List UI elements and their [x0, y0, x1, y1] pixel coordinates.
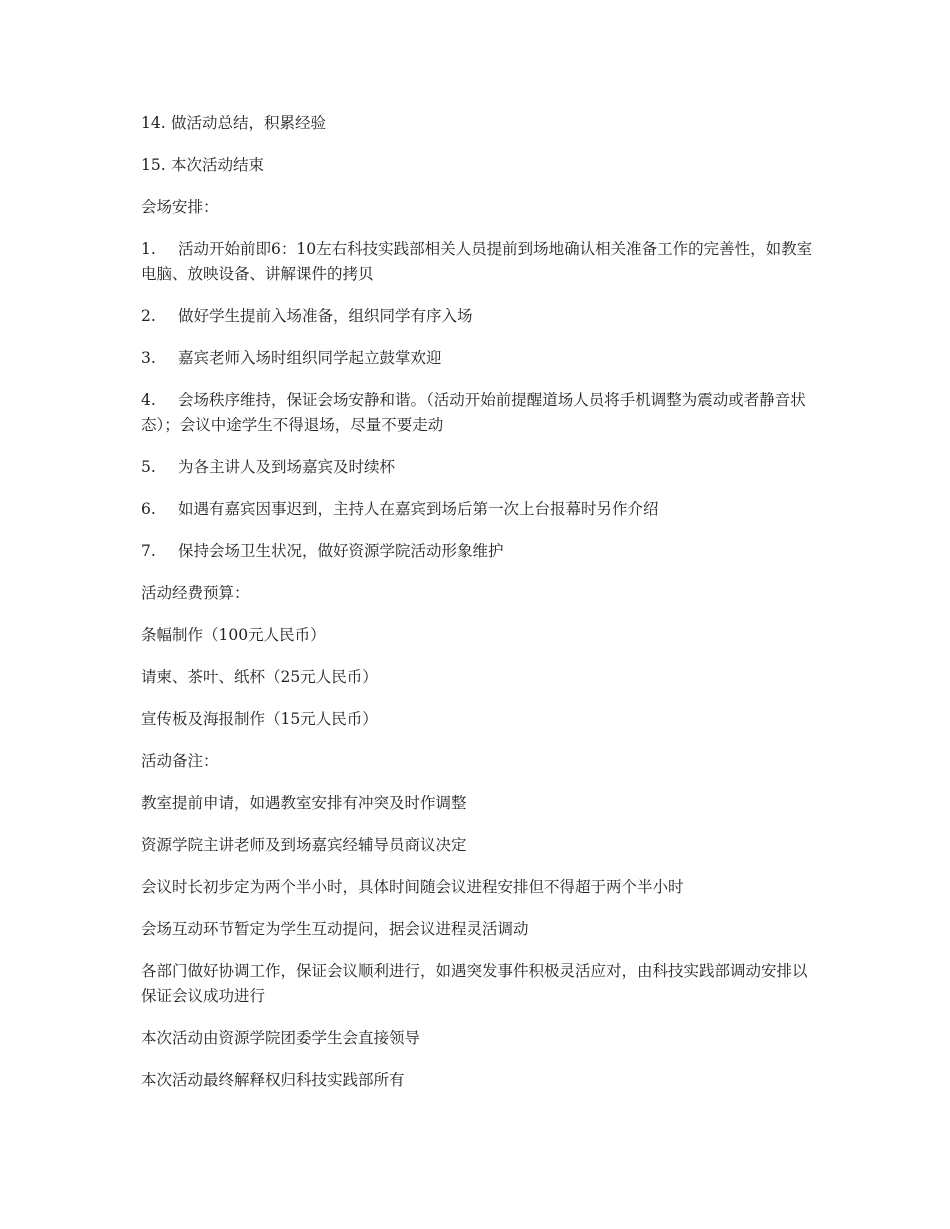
note-item-classroom: 教室提前申请，如遇教室安排有冲突及时作调整 [141, 794, 467, 812]
paragraph-number: 1. [141, 240, 156, 258]
paragraph-text: 如遇有嘉宾因事迟到，主持人在嘉宾到场后第一次上台报幕时另作介绍 [178, 500, 659, 518]
paragraph-text: 做活动总结，积累经验 [171, 114, 327, 132]
paragraph-text: 本次活动结束 [171, 156, 265, 174]
budget-item-posters: 宣传板及海报制作（15元人民币） [141, 710, 378, 728]
note-item-interpretation: 本次活动最终解释权归科技实践部所有 [141, 1071, 405, 1089]
budget-item-invitations: 请柬、茶叶、纸杯（25元人民币） [141, 668, 378, 686]
paragraph-step-15 [141, 153, 813, 178]
venue-item-4 [141, 388, 813, 438]
note-item-leadership: 本次活动由资源学院团委学生会直接领导 [141, 1029, 421, 1047]
paragraph-text: 会场秩序维持，保证会场安静和谐。（活动开始前提醒道场人员将手机调整为震动或者静音状态）；会议中途学生不得退场，尽量不要走动 [141, 391, 806, 434]
paragraph-number: 6. [141, 500, 156, 518]
section-heading-notes: 活动备注： [141, 752, 219, 770]
note-item-coordination: 各部门做好协调工作，保证会议顺利进行，如遇突发事件积极灵活应对，由科技实践部调动安排以保证会议成功进行 [141, 962, 808, 1005]
venue-item-2 [141, 304, 813, 329]
paragraph-number: 7. [141, 542, 156, 560]
paragraph-number: 5. [141, 458, 156, 476]
paragraph-number: 4. [141, 391, 156, 409]
note-item-duration: 会议时长初步定为两个半小时，具体时间随会议进程安排但不得超于两个半小时 [141, 878, 684, 896]
paragraph-number: 14. [141, 114, 166, 132]
paragraph-text: 为各主讲人及到场嘉宾及时续杯 [178, 458, 396, 476]
note-item-interaction: 会场互动环节暂定为学生互动提问，据会议进程灵活调动 [141, 920, 529, 938]
venue-item-1 [141, 237, 813, 287]
paragraph-text: 嘉宾老师入场时组织同学起立鼓掌欢迎 [178, 349, 442, 367]
paragraph-number: 3. [141, 349, 156, 367]
section-heading-venue: 会场安排： [141, 198, 219, 216]
venue-item-6 [141, 497, 813, 522]
paragraph-number: 2. [141, 307, 156, 325]
paragraph-text: 保持会场卫生状况，做好资源学院活动形象维护 [178, 542, 504, 560]
venue-item-3 [141, 346, 813, 371]
note-item-speakers: 资源学院主讲老师及到场嘉宾经辅导员商议决定 [141, 836, 467, 854]
paragraph-number: 15. [141, 156, 166, 174]
venue-item-5 [141, 455, 813, 480]
venue-item-7 [141, 539, 813, 564]
budget-item-banner: 条幅制作（100元人民币） [141, 626, 326, 644]
paragraph-text: 活动开始前即6：10左右科技实践部相关人员提前到场地确认相关准备工作的完善性，如教室电脑、放映设备、讲解课件的拷贝 [141, 240, 813, 283]
paragraph-step-14 [141, 111, 813, 136]
section-heading-budget: 活动经费预算： [141, 584, 250, 602]
paragraph-text: 做好学生提前入场准备，组织同学有序入场 [178, 307, 473, 325]
document-page [141, 111, 813, 1110]
